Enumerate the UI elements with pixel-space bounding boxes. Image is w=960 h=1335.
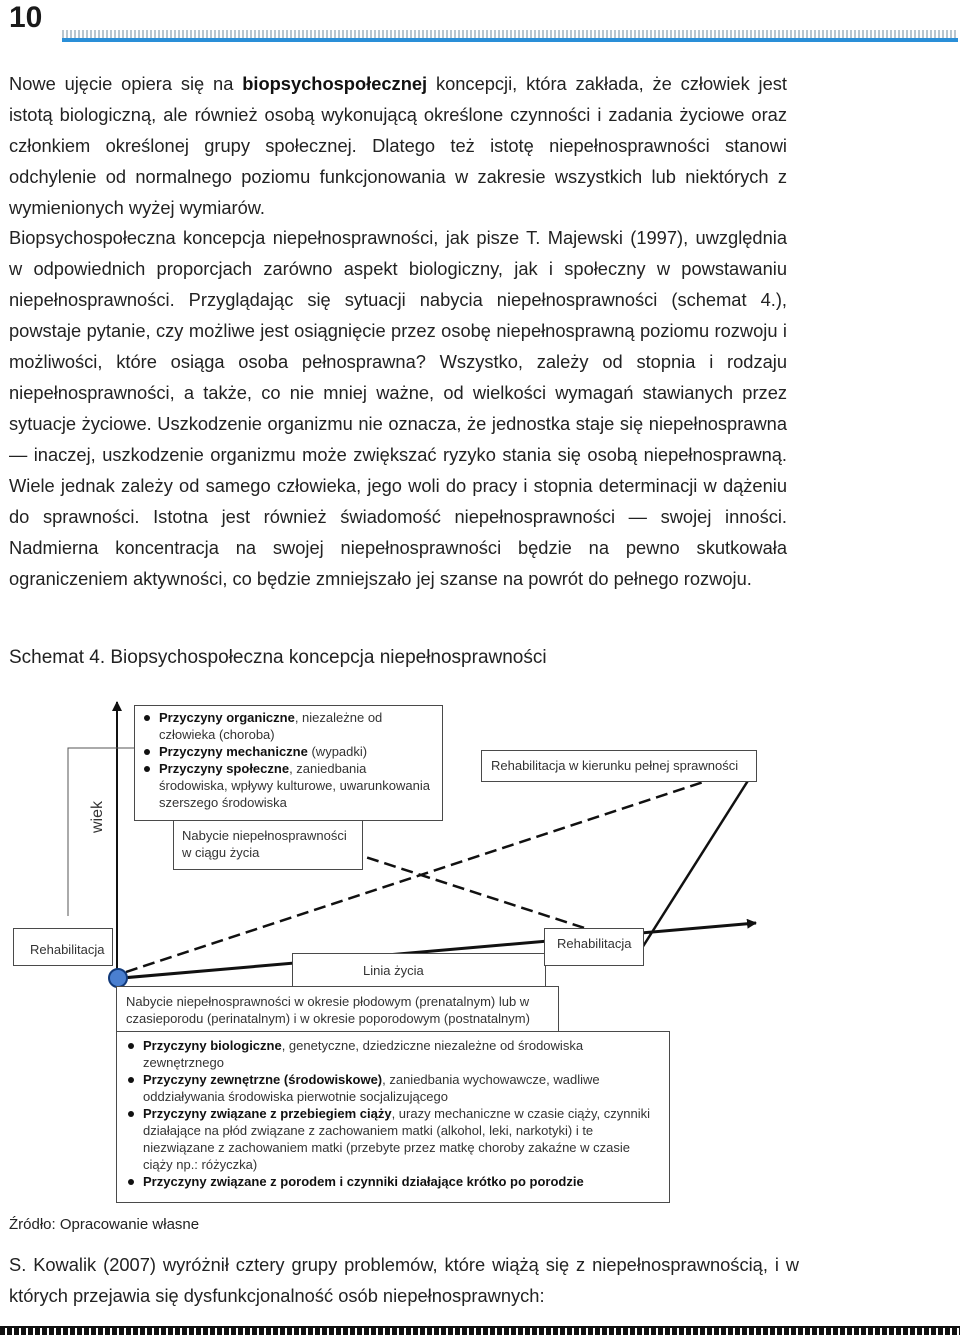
rehab-full-box: Rehabilitacja w kierunku pełnej sprawności (481, 750, 757, 782)
cause-social-bold: Przyczyny społeczne (159, 761, 290, 776)
cause-biological (143, 1037, 661, 1071)
footer-rule (0, 1326, 960, 1335)
cause-birth-bold: Przyczyny związane z porodem i czynniki działające krótko po porodzie (143, 1174, 584, 1189)
cause-organic (159, 709, 432, 743)
rehab-right-box: Rehabilitacja (544, 928, 644, 966)
cause-biological-text: , genetyczne, dziedziczne niezależne od środowiska zewnętrznego (143, 1038, 584, 1070)
rehab-left-box: Rehabilitacja (13, 928, 113, 966)
prenatal-causes-box (116, 1031, 670, 1203)
birth-node (109, 969, 127, 987)
header-rule (62, 30, 958, 42)
schema-caption: Schemat 4. Biopsychospołeczna koncepcja niepełnosprawności (9, 647, 547, 668)
page-number: 10 (9, 1, 43, 34)
cause-external-bold: Przyczyny zewnętrzne (środowiskowe) (143, 1072, 383, 1087)
acquired-causes-box (134, 705, 443, 821)
cause-biological-bold: Przyczyny biologiczne (143, 1038, 282, 1053)
axis-label-age: wiek (89, 800, 107, 834)
paragraph-intro (9, 68, 787, 223)
cause-pregnancy (143, 1105, 661, 1173)
cause-mechanical-text: (wypadki) (307, 744, 368, 759)
paragraph-intro-start: Nowe ujęcie opiera się na (9, 73, 243, 94)
acquired-disability-box: Nabycie niepełnosprawności w ciągu życia (173, 820, 363, 870)
rehab-rise-arrow (642, 768, 756, 948)
cause-social (159, 760, 432, 811)
cause-mechanical-bold: Przyczyny mechaniczne (159, 744, 308, 759)
cause-pregnancy-bold: Przyczyny związane z przebiegiem ciąży (143, 1106, 392, 1121)
cause-external (143, 1071, 661, 1105)
cause-pregnancy-text: , urazy mechaniczne w czasie ciąży, czynniki działające na płód związane z zachowaniem matki (alkohol, leki, narkotyki) i te niezwiązane z zachowaniem matki (przebyte przez matkę choroby zakaźne w czasie ciąży np.: różyczka) (143, 1106, 650, 1172)
cause-mechanical (159, 743, 432, 760)
prenatal-box: Nabycie niepełnosprawności w okresie płodowym (prenatalnym) lub w czasieporodu (perinatalnym) i w okresie poporodowym (postnatalnym) (116, 986, 559, 1032)
schema-diagram (0, 688, 960, 1208)
paragraph-kowalik: S. Kowalik (2007) wyróżnił cztery grupy problemów, które wiążą się z niepełnosprawnością, i w których przejawia się dysfunkcjonalność osób niepełnosprawnych: (9, 1254, 799, 1306)
paragraph-intro-bold: biopsychospołecznej (242, 73, 428, 94)
life-line-box: Linia życia (292, 953, 546, 987)
source-note: Źródło: Opracowanie własne (9, 1216, 200, 1233)
cause-external-text: , zaniedbania wychowawcze, wadliwe oddziaływania środowiska pierwotnie socjalizującego (143, 1072, 600, 1104)
paragraph-concept: Biopsychospołeczna koncepcja niepełnosprawności, jak pisze T. Majewski (1997), uwzględnia w odpowiednich proporcjach zarówno aspekt biologiczny, jak i społeczny w powstawaniu niepełnosprawności. Przyglądając się sytuacji nabycia niepełnosprawności (schemat 4.), powstaje pytanie, czy możliwe jest osiągnięcie przez osobę niepełnosprawną poziomu rozwoju i możliwości, które osiąga osoba pełnosprawna? Wszystko, zależy od stopnia i rodzaju niepełnosprawności, a także, co nie mniej ważne, od wielkości wymagań stawianych przez sytuacje życiowe. Uszkodzenie organizmu nie oznacza, że jednostka staje się niepełnosprawna — inaczej, uszkodzenie organizmu może zwiększać ryzyko stania się osobą niepełnosprawną. Wiele jednak zależy od samego człowieka, jego woli do pracy i stopnia determinacji w dążeniu do sprawności. Istotna jest również świadomość niepełnosprawności — swojej inności. Nadmierna koncentracja na swojej niepełnosprawności będzie na pewno skutkowała ograniczeniem aktywności, co będzie zmniejszało jej szanse na powrót do pełnego rozwoju. (9, 227, 787, 589)
cause-birth (143, 1173, 661, 1190)
cause-organic-text: , niezależne od człowieka (choroba) (159, 710, 383, 742)
cause-social-text: , zaniedbania środowiska, wpływy kulturowe, uwarunkowania szerszego środowiska (159, 761, 430, 810)
paragraph-intro-rest: koncepcji, która zakłada, że człowiek jest istotą biologiczną, ale również osobą wykonującą określone czynności i zadania życiowe oraz członkiem określonej grupy społecznej. Dlatego też istotę niepełnosprawności stanowi odchylenie od normalnego poziomu funkcjonowania w zakresie wszystkich lub niektórych z wymienionych wyżej wymiarów. (9, 73, 787, 218)
cause-organic-bold: Przyczyny organiczne (159, 710, 295, 725)
